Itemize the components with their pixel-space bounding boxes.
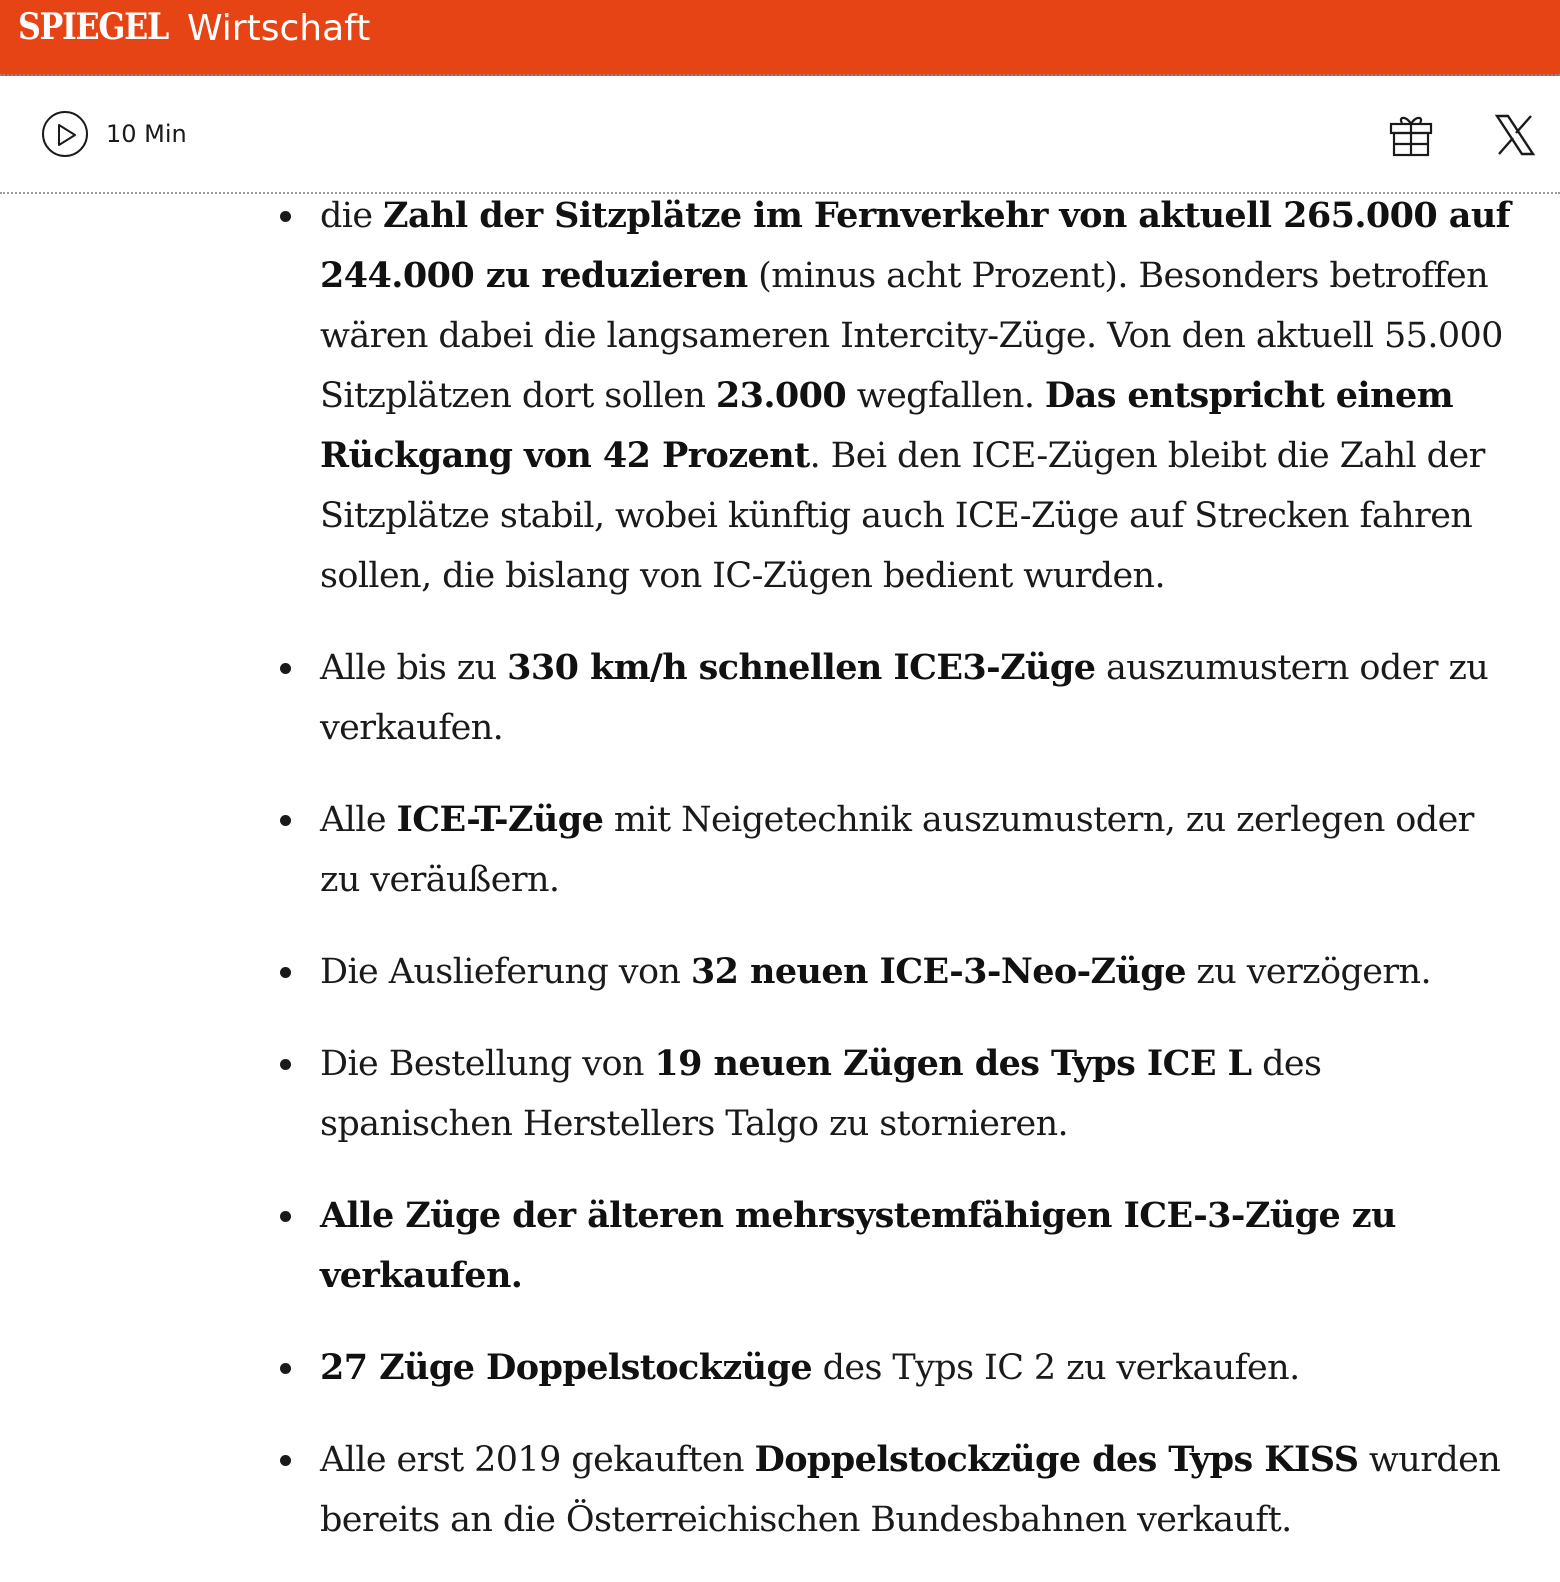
bullet-dot [280,1059,291,1070]
bullet-text: Alle bis zu [320,648,508,688]
bullet-text: Alle erst 2019 gekauften [320,1440,755,1480]
section-title[interactable]: Wirtschaft [187,8,371,49]
bullet-text-bold: ICE-T-Züge [396,799,604,840]
bullet-dot [280,1211,291,1222]
bullet-list [0,186,1560,1550]
bullet-text: wurden bereits an die Österreichischen Bundesbahnen verkauft. [320,1440,1501,1540]
bullet-text-bold: 330 km/h schnellen ICE3-Züge [507,647,1096,688]
bullet-item [0,186,1520,606]
bullet-text: Die Bestellung von [320,1044,655,1084]
bullet-dot [280,1455,291,1466]
article-body [0,186,1560,1582]
bullet-text: Die Auslieferung von [320,952,691,992]
x-share-icon [1494,114,1536,156]
bullet-text-bold: Doppelstockzüge des Typs KISS [754,1439,1359,1480]
bullet-text-bold: 32 neuen ICE-3-Neo-Züge [690,951,1186,992]
spiegel-logo[interactable]: SPIEGEL [18,6,168,48]
bullet-dot [280,967,291,978]
bullet-item [0,1338,1520,1398]
bullet-text: des Typs IC 2 zu verkaufen. [812,1348,1300,1388]
bullet-item [0,790,1520,910]
play-audio-button[interactable] [42,111,88,157]
play-icon [56,123,78,147]
bullet-text: zu verzögern. [1185,952,1431,992]
article-toolbar [0,76,1560,194]
bullet-item [0,1430,1520,1550]
bullet-text: (minus acht Prozent). Besonders betroffen wären dabei die langsameren Intercity-Züge. Von den aktuell 55.000 Sitzplätzen dort sollen [320,256,1503,416]
audio-duration: 10 Min [106,120,187,148]
bullet-item [0,638,1520,758]
bullet-item [0,1186,1520,1306]
bullet-text-bold: 23.000 [715,375,847,416]
bullet-text: wegfallen. [846,376,1045,416]
bullet-dot [280,211,291,222]
bullet-dot [280,1363,291,1374]
bullet-text-bold: Das entspricht einem Rückgang von 42 Prozent [320,375,1454,476]
bullet-text: die [320,196,384,236]
gift-icon [1388,112,1434,158]
bullet-item [0,1034,1520,1154]
bullet-text-bold: 19 neuen Zügen des Typs ICE L [654,1043,1252,1084]
bullet-text: des spanischen Herstellers Talgo zu stornieren. [320,1044,1322,1144]
bullet-dot [280,815,291,826]
bullet-text: mit Neigetechnik auszumustern, zu zerlegen oder zu veräußern. [320,800,1474,900]
bullet-text-bold: Zahl der Sitzplätze im Fernverkehr von aktuell 265.000 auf 244.000 zu reduzieren [320,195,1511,296]
bullet-dot [280,663,291,674]
bullet-text: auszumustern oder zu verkaufen. [320,648,1489,748]
bullet-text: Alle [320,800,397,840]
bullet-text: . Bei den ICE-Zügen bleibt die Zahl der Sitzplätze stabil, wobei künftig auch ICE-Züge auf Strecken fahren sollen, die bislang von IC-Zügen bedient wurden. [320,436,1485,596]
bullet-text-bold: 27 Züge Doppelstockzüge [320,1347,813,1388]
bullet-text-bold: Alle Züge der älteren mehrsystemfähigen ICE-3-Züge zu verkaufen. [320,1195,1396,1296]
share-x-button[interactable] [1494,114,1536,160]
bullet-item [0,942,1520,1002]
gift-article-button[interactable] [1388,112,1434,162]
site-header [0,0,1560,76]
